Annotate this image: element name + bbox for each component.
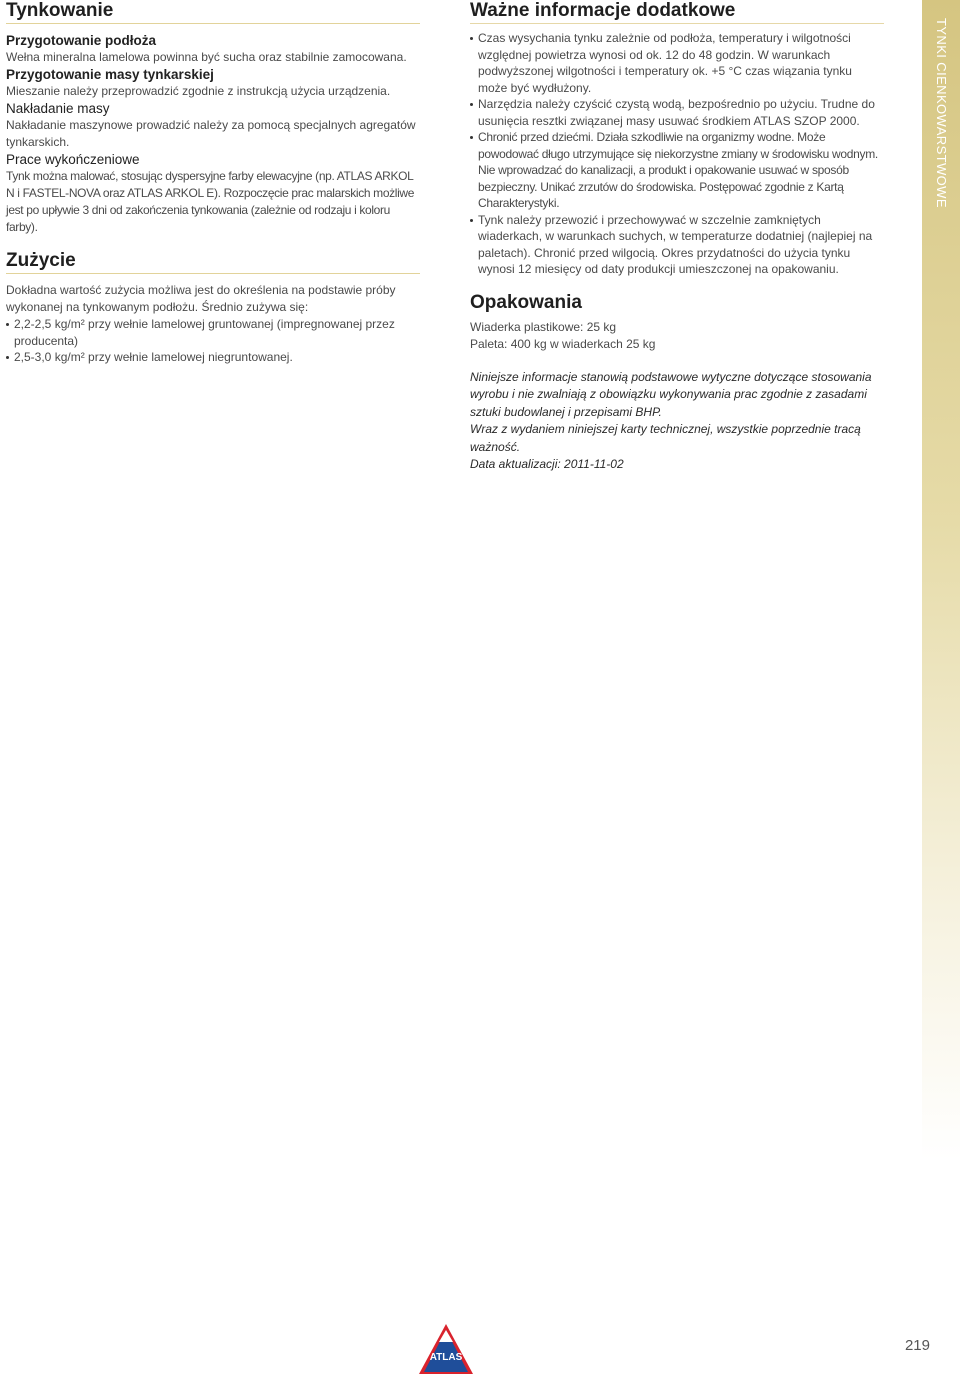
left-column xyxy=(6,0,420,366)
paragraph-nakladanie-masy: Nakładanie maszynowe prowadzić należy za pomocą specjalnych agregatów tynkarskich. xyxy=(6,118,416,149)
atlas-logo xyxy=(416,1320,476,1376)
paragraph-prace-wykonczeniowe xyxy=(6,168,420,236)
list-item: Chronić przed dziećmi. Działa szkodliwie na organizmy wodne. Może powodować długo utrzymujące się niekorzystne zmiany w środowisku wodnym. Nie wprowadzać do kanalizacji, a produkt i opakowanie usuwać w sposób bezpieczny. Unikać zrzutów do środowiska. Postępować zgodnie z Kartą Charakterystyki. xyxy=(470,129,884,212)
notes-block xyxy=(470,369,884,474)
sidebar-category-label: TYNKI CIENKOWARSTWOWE xyxy=(934,18,949,208)
note-validity: Wraz z wydaniem niniejszej karty technicznej, wszystkie poprzednie tracą ważność. xyxy=(470,422,861,454)
page-number: 219 xyxy=(904,1337,930,1354)
list-item: Tynk należy przewozić i przechowywać w szczelnie zamkniętych wiaderkach, w warunkach suchych, w temperaturze dodatniej (najlepiej na paletach). Chronić przed wilgocią. Okres przydatności do użycia tynku wynosi 12 miesięcy od daty produkcji umieszczonej na opakowaniu. xyxy=(470,212,884,278)
category-sidebar xyxy=(922,0,960,1160)
list-item: Narzędzia należy czyścić czystą wodą, bezpośrednio po użyciu. Trudne do usunięcia resztki związanej masy usuwać środkiem ATLAS SZOP 2000. xyxy=(470,96,884,129)
atlas-logo-icon xyxy=(416,1320,476,1376)
prace-text-part-1: Tynk można malować, stosując dyspersyjne farby elewacyjne (np. ATLAS ARKOL N i FASTEL-NOVA oraz ATLAS ARKOL E). xyxy=(6,169,413,200)
subheading-nakladanie-masy: Nakładanie masy xyxy=(6,101,110,116)
section-title-opakowania: Opakowania xyxy=(470,291,582,313)
opakowania-line-1: Wiaderka plastikowe: 25 kg xyxy=(470,319,617,334)
logo-wordmark: ATLAS xyxy=(429,1352,463,1363)
paragraph-przygotowanie-podloza: Wełna mineralna lamelowa powinna być sucha oraz stabilnie zamocowana. xyxy=(6,50,407,64)
list-item: 2,2-2,5 kg/m² przy wełnie lamelowej gruntowanej (impregnowanej przez producenta) xyxy=(6,316,420,349)
right-column xyxy=(470,0,884,474)
note-update-date: Data aktualizacji: 2011-11-02 xyxy=(470,457,624,471)
list-item: Czas wysychania tynku zależnie od podłoża, temperatury i wilgotności względnej powietrza wynosi od ok. 12 do 48 godzin. W warunkach podwyższonej wilgotności i temperatury ok. +5 °C czas wiązania tynku może być wydłużony. xyxy=(470,30,884,96)
paragraph-przygotowanie-masy: Mieszanie należy przeprowadzić zgodnie z instrukcją użycia urządzenia. xyxy=(6,84,391,98)
section-title-tynkowanie: Tynkowanie xyxy=(6,0,420,24)
subheading-przygotowanie-podloza: Przygotowanie podłoża xyxy=(6,33,157,48)
prace-text-part-2: Rozpoczęcie prac malarskich możliwe jest po upływie 3 dni od zakończenia tynkowania (zależnie od rodzaju i koloru farby). xyxy=(6,186,415,234)
note-guidelines: Niniejsze informacje stanowią podstawowe wytyczne dotyczące stosowania wyrobu i nie zwalniają z obowiązku wykonywania prac zgodnie z zasadami sztuki budowlanej i przepisami BHP. xyxy=(470,369,872,419)
list-item: 2,5-3,0 kg/m² przy wełnie lamelowej niegruntowanej. xyxy=(6,349,420,366)
section-title-zuzycie: Zużycie xyxy=(6,250,420,274)
subheading-prace-wykonczeniowe: Prace wykończeniowe xyxy=(6,152,140,167)
paragraph-zuzycie: Dokładna wartość zużycia możliwa jest do określenia na podstawie próby wykonanej na tynkowanym podłożu. Średnio zużywa się: xyxy=(6,283,396,314)
wazne-list xyxy=(470,30,884,278)
zuzycie-list xyxy=(6,316,420,366)
subheading-przygotowanie-masy: Przygotowanie masy tynkarskiej xyxy=(6,67,214,82)
opakowania-line-2: Paleta: 400 kg w wiaderkach 25 kg xyxy=(470,336,656,351)
section-title-wazne-informacje: Ważne informacje dodatkowe xyxy=(470,0,884,24)
